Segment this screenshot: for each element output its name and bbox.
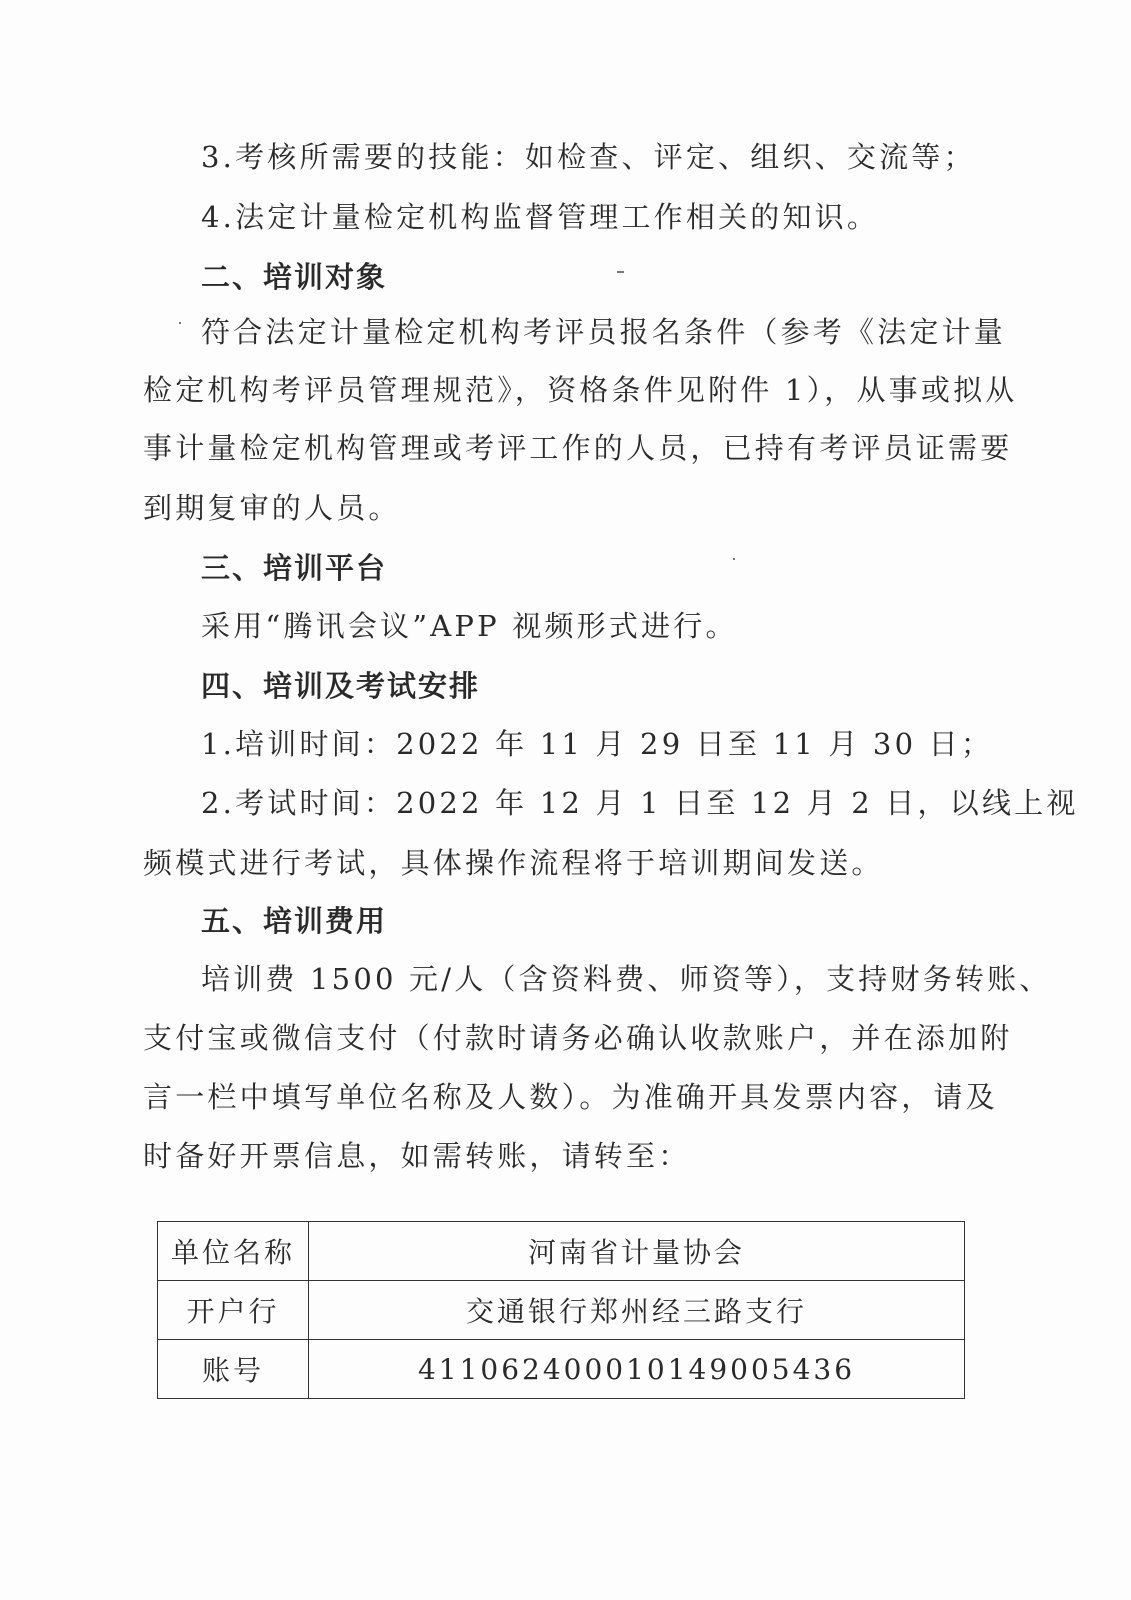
table-cell-label: 开户行 — [158, 1281, 309, 1340]
table-row — [158, 1222, 965, 1281]
section-heading-platform: 三、培训平台 — [201, 551, 388, 585]
table-cell-value: 交通银行郑州经三路支行 — [309, 1281, 965, 1340]
section-heading-fees: 五、培训费用 — [201, 904, 388, 938]
table-cell-label: 单位名称 — [158, 1222, 309, 1281]
paragraph-line: 符合法定计量检定机构考评员报名条件（参考《法定计量 — [201, 315, 1007, 349]
table-row — [158, 1340, 965, 1399]
paragraph-line: 支付宝或微信支付（付款时请务必确认收款账户，并在添加附 — [143, 1021, 1013, 1055]
item-3: 3.考核所需要的技能：如检查、评定、组织、交流等； — [201, 140, 976, 174]
bank-account-table — [157, 1221, 965, 1399]
paragraph-line: 2.考试时间：2022 年 12 月 1 日至 12 月 2 日，以线上视 — [201, 786, 1079, 820]
paragraph-line: 时备好开票信息，如需转账，请转至： — [143, 1139, 691, 1173]
table-cell-label: 账号 — [158, 1340, 309, 1399]
paragraph-line: 事计量检定机构管理或考评工作的人员，已持有考评员证需要 — [143, 431, 1013, 465]
scan-speck — [733, 558, 735, 560]
scan-speck — [179, 322, 181, 324]
paragraph-line: 到期复审的人员。 — [143, 491, 401, 525]
table-cell-value: 河南省计量协会 — [309, 1222, 965, 1281]
item-4: 4.法定计量检定机构监督管理工作相关的知识。 — [201, 200, 880, 234]
scan-speck — [617, 271, 624, 273]
paragraph-line: 频模式进行考试，具体操作流程将于培训期间发送。 — [143, 846, 884, 880]
paragraph-line: 1.培训时间：2022 年 11 月 29 日至 11 月 30 日； — [201, 727, 994, 761]
paragraph-line: 检定机构考评员管理规范》，资格条件见附件 1），从事或拟从 — [143, 373, 1018, 407]
section-heading-target-audience: 二、培训对象 — [201, 260, 388, 294]
paragraph-line: 培训费 1500 元/人（含资料费、师资等），支持财务转账、 — [201, 962, 1052, 996]
section-heading-schedule: 四、培训及考试安排 — [201, 669, 481, 703]
paragraph-line: 言一栏中填写单位名称及人数）。为准确开具发票内容，请及 — [143, 1080, 998, 1114]
table-row — [158, 1281, 965, 1340]
table-cell-value: 411062400010149005436 — [309, 1340, 965, 1399]
paragraph-line: 采用“腾讯会议”APP 视频形式进行。 — [201, 609, 738, 643]
